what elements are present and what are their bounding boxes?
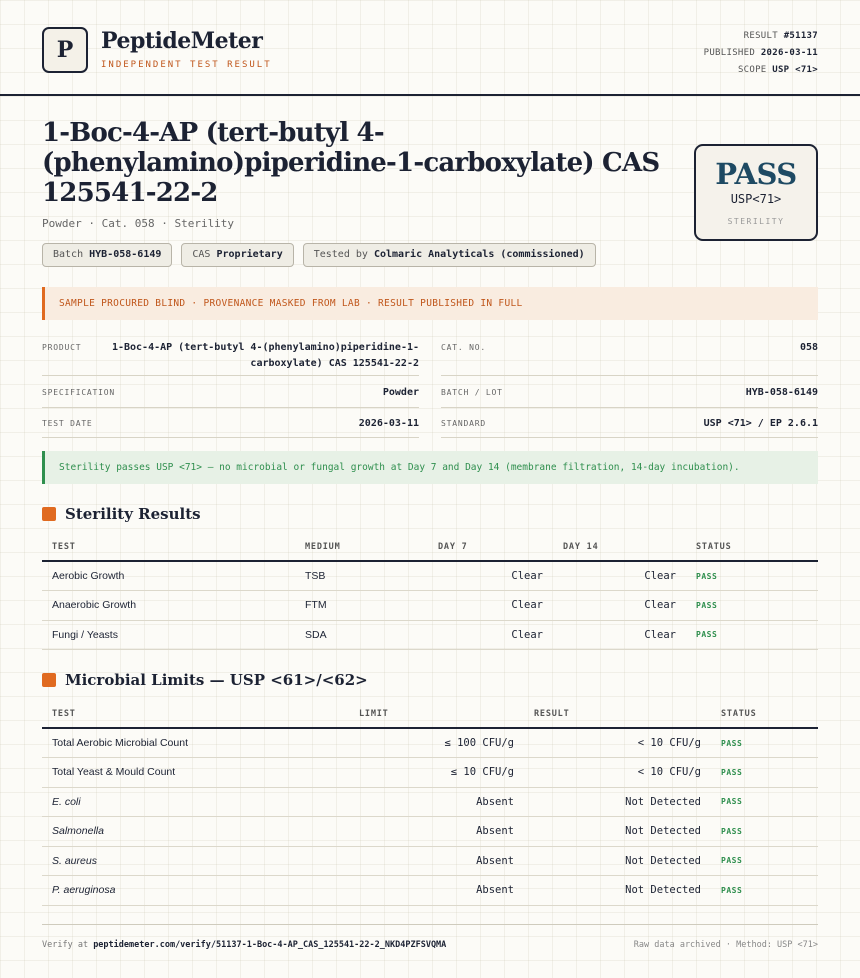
footer-divider <box>42 924 818 925</box>
scope-label: SCOPE <box>737 65 767 75</box>
verify-link[interactable]: peptidemeter.com/verify/51137-1-Boc-4-AP_CAS_125541-22-2_NKD4PZFSVQMA <box>93 940 447 950</box>
blind-sample-notice: SAMPLE PROCURED BLIND · PROVENANCE MASKED FROM LAB · RESULT PUBLISHED IN FULL <box>42 287 818 320</box>
info-chips <box>42 243 596 267</box>
column-header: RESULT <box>524 701 711 728</box>
product-subline: Powder · Cat. 058 · Sterility <box>42 217 235 230</box>
table-row: Fungi / Yeasts SDA Clear Clear PASS <box>42 620 818 650</box>
spec-divider <box>42 375 419 376</box>
summary-notice: Sterility passes USP <71> — no microbial or fungal growth at Day 7 and Day 14 (membrane filtration, 14-day incubation). <box>42 451 818 484</box>
spec-product-label: PRODUCT <box>42 343 82 352</box>
footer-note: Raw data archived · Method: USP <71> <box>633 940 818 950</box>
column-header: STATUS <box>711 701 818 728</box>
report-header <box>0 0 860 96</box>
spec-date-value: 2026-03-11 <box>358 418 419 429</box>
logo-icon: P <box>42 27 88 73</box>
section-marker-icon <box>42 673 56 687</box>
published-date: 2026-03-11 <box>760 48 818 58</box>
spec-batch-value: HYB-058-6149 <box>745 387 818 398</box>
status-badge: PASS <box>686 591 818 621</box>
column-header: DAY 7 <box>428 534 553 561</box>
spec-divider <box>42 437 419 438</box>
spec-product-value: 1-Boc-4-AP (tert-butyl 4-(phenylamino)piperidine-1-carboxylate) CAS 125541-22-2 <box>111 342 419 369</box>
spec-divider <box>42 407 419 408</box>
table-row: E. coli Absent Not Detected PASS <box>42 787 818 817</box>
brand-name: PeptideMeter <box>101 28 263 54</box>
chip-batch: Batch HYB-058-6149 <box>42 243 172 267</box>
sterility-table <box>42 534 818 650</box>
result-label: RESULT <box>743 31 778 41</box>
status-badge: PASS <box>711 846 818 876</box>
result-meta <box>704 28 818 79</box>
chip-tested-by: Tested by Colmaric Analyticals (commissioned) <box>303 243 596 267</box>
status-badge: PASS <box>686 620 818 650</box>
brand-subtitle: INDEPENDENT TEST RESULT <box>101 60 272 70</box>
column-header: DAY 14 <box>553 534 686 561</box>
status-badge: PASS <box>686 561 818 591</box>
scope-value: USP <71> <box>772 65 818 75</box>
status-badge: PASS <box>711 817 818 847</box>
verdict-standard: USP<71> <box>730 192 782 206</box>
spec-date-label: TEST DATE <box>42 419 93 428</box>
microbial-section-title: Microbial Limits — USP <61>/<62> <box>42 671 368 689</box>
column-header: TEST <box>42 534 295 561</box>
column-header: STATUS <box>686 534 818 561</box>
spec-catno-value: 058 <box>799 342 818 353</box>
column-header: LIMIT <box>349 701 524 728</box>
spec-specification-label: SPECIFICATION <box>42 388 116 397</box>
status-badge: PASS <box>711 758 818 788</box>
table-header-row <box>42 534 818 561</box>
spec-standard-value: USP <71> / EP 2.6.1 <box>703 418 818 429</box>
verdict-badge <box>694 144 818 241</box>
spec-specification-value: Powder <box>382 387 419 398</box>
published-label: PUBLISHED <box>703 48 756 58</box>
page-title: 1-Boc-4-AP (tert-butyl 4-(phenylamino)piperidine-1-carboxylate) CAS 125541-22-2 <box>42 118 660 208</box>
table-row: P. aeruginosa Absent Not Detected PASS <box>42 876 818 906</box>
table-row: Aerobic Growth TSB Clear Clear PASS <box>42 561 818 591</box>
verify-text: Verify at peptidemeter.com/verify/51137-1-Boc-4-AP_CAS_125541-22-2_NKD4PZFSVQMA <box>42 940 447 950</box>
status-badge: PASS <box>711 728 818 758</box>
table-row: Anaerobic Growth FTM Clear Clear PASS <box>42 591 818 621</box>
table-row: Total Aerobic Microbial Count ≤ 100 CFU/g < 10 CFU/g PASS <box>42 728 818 758</box>
spec-divider <box>441 375 818 376</box>
status-badge: PASS <box>711 876 818 906</box>
table-row: Salmonella Absent Not Detected PASS <box>42 817 818 847</box>
result-number: #51137 <box>783 31 818 41</box>
spec-divider <box>441 407 818 408</box>
spec-catno-label: CAT. NO. <box>441 343 486 352</box>
spec-standard-label: STANDARD <box>441 419 486 428</box>
column-header: TEST <box>42 701 349 728</box>
sterility-section-title: Sterility Results <box>42 505 201 523</box>
chip-cas: CAS Proprietary <box>181 243 293 267</box>
status-badge: PASS <box>711 787 818 817</box>
microbial-table <box>42 701 818 906</box>
column-header: MEDIUM <box>295 534 428 561</box>
section-marker-icon <box>42 507 56 521</box>
verdict-word: PASS <box>715 157 797 191</box>
table-row: Total Yeast & Mould Count ≤ 10 CFU/g < 10 CFU/g PASS <box>42 758 818 788</box>
verdict-type: STERILITY <box>727 217 785 226</box>
spec-divider <box>441 437 818 438</box>
spec-batch-label: BATCH / LOT <box>441 388 503 397</box>
table-row: S. aureus Absent Not Detected PASS <box>42 846 818 876</box>
table-header-row <box>42 701 818 728</box>
